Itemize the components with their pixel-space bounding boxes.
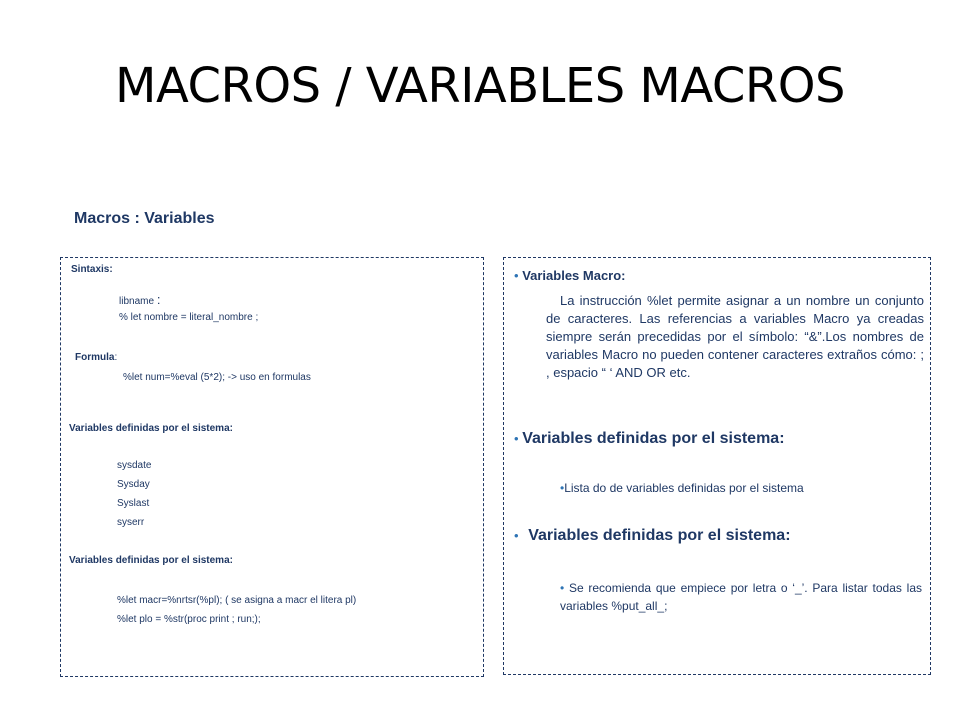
slide-title: MACROS / VARIABLES MACROS: [115, 58, 845, 114]
system-variables-heading-2: Variables definidas por el sistema:: [522, 430, 785, 447]
bullet-icon: •: [514, 528, 519, 543]
system-variables-heading-1: Variables definidas por el sistema:: [69, 423, 233, 434]
bullet-icon: •: [560, 481, 565, 495]
recommendation-text: • Se recomienda que empiece por letra o ‘_’. Para listar todas las variables %put_all_;: [560, 581, 922, 613]
bullet-icon: •: [514, 268, 519, 283]
code-line-1: %let macr=%nrtsr(%pl); ( se asigna a macr el litera pl): [117, 595, 357, 606]
bullet-item-2: [514, 430, 785, 448]
bullet-icon: •: [560, 581, 565, 595]
system-variables-list-text: •Lista do de variables definidas por el sistema: [560, 481, 804, 495]
variables-macro-heading: Variables Macro:: [522, 268, 626, 283]
left-panel: [60, 257, 484, 677]
sys-var-item: syserr: [117, 517, 145, 528]
sys-var-item: sysdate: [117, 460, 152, 471]
sys-var-item: Sysday: [117, 479, 150, 490]
bullet-item-1: [514, 268, 626, 283]
sintaxis-label: Sintaxis:: [71, 264, 113, 275]
let-line: % let nombre = literal_nombre ;: [119, 312, 259, 323]
formula-line: %let num=%eval (5*2); -> uso en formulas: [123, 372, 311, 383]
code-line-2: %let plo = %str(proc print ; run;);: [117, 614, 261, 625]
sys-var-item: Syslast: [117, 498, 150, 509]
section-subtitle: Macros : Variables: [74, 210, 215, 227]
system-variables-heading-3: Variables definidas por el sistema:: [528, 527, 791, 544]
bullet-item-3: [514, 527, 791, 545]
bullet-icon: •: [514, 431, 519, 446]
formula-label: Formula:: [75, 352, 118, 363]
libname-line: libname :: [119, 292, 161, 307]
right-panel: [503, 257, 931, 675]
variables-macro-paragraph: La instrucción %let permite asignar a un nombre un conjunto de caracteres. Las referencias a variables Macro ya creadas siempre serán precedidas por el símbolo: “&”.Los nombres de variables Macro no pueden contener caracteres extraños cómo: ; , espacio “ ‘ AND OR etc.: [546, 293, 924, 380]
system-variables-heading-2: Variables definidas por el sistema:: [69, 555, 233, 566]
